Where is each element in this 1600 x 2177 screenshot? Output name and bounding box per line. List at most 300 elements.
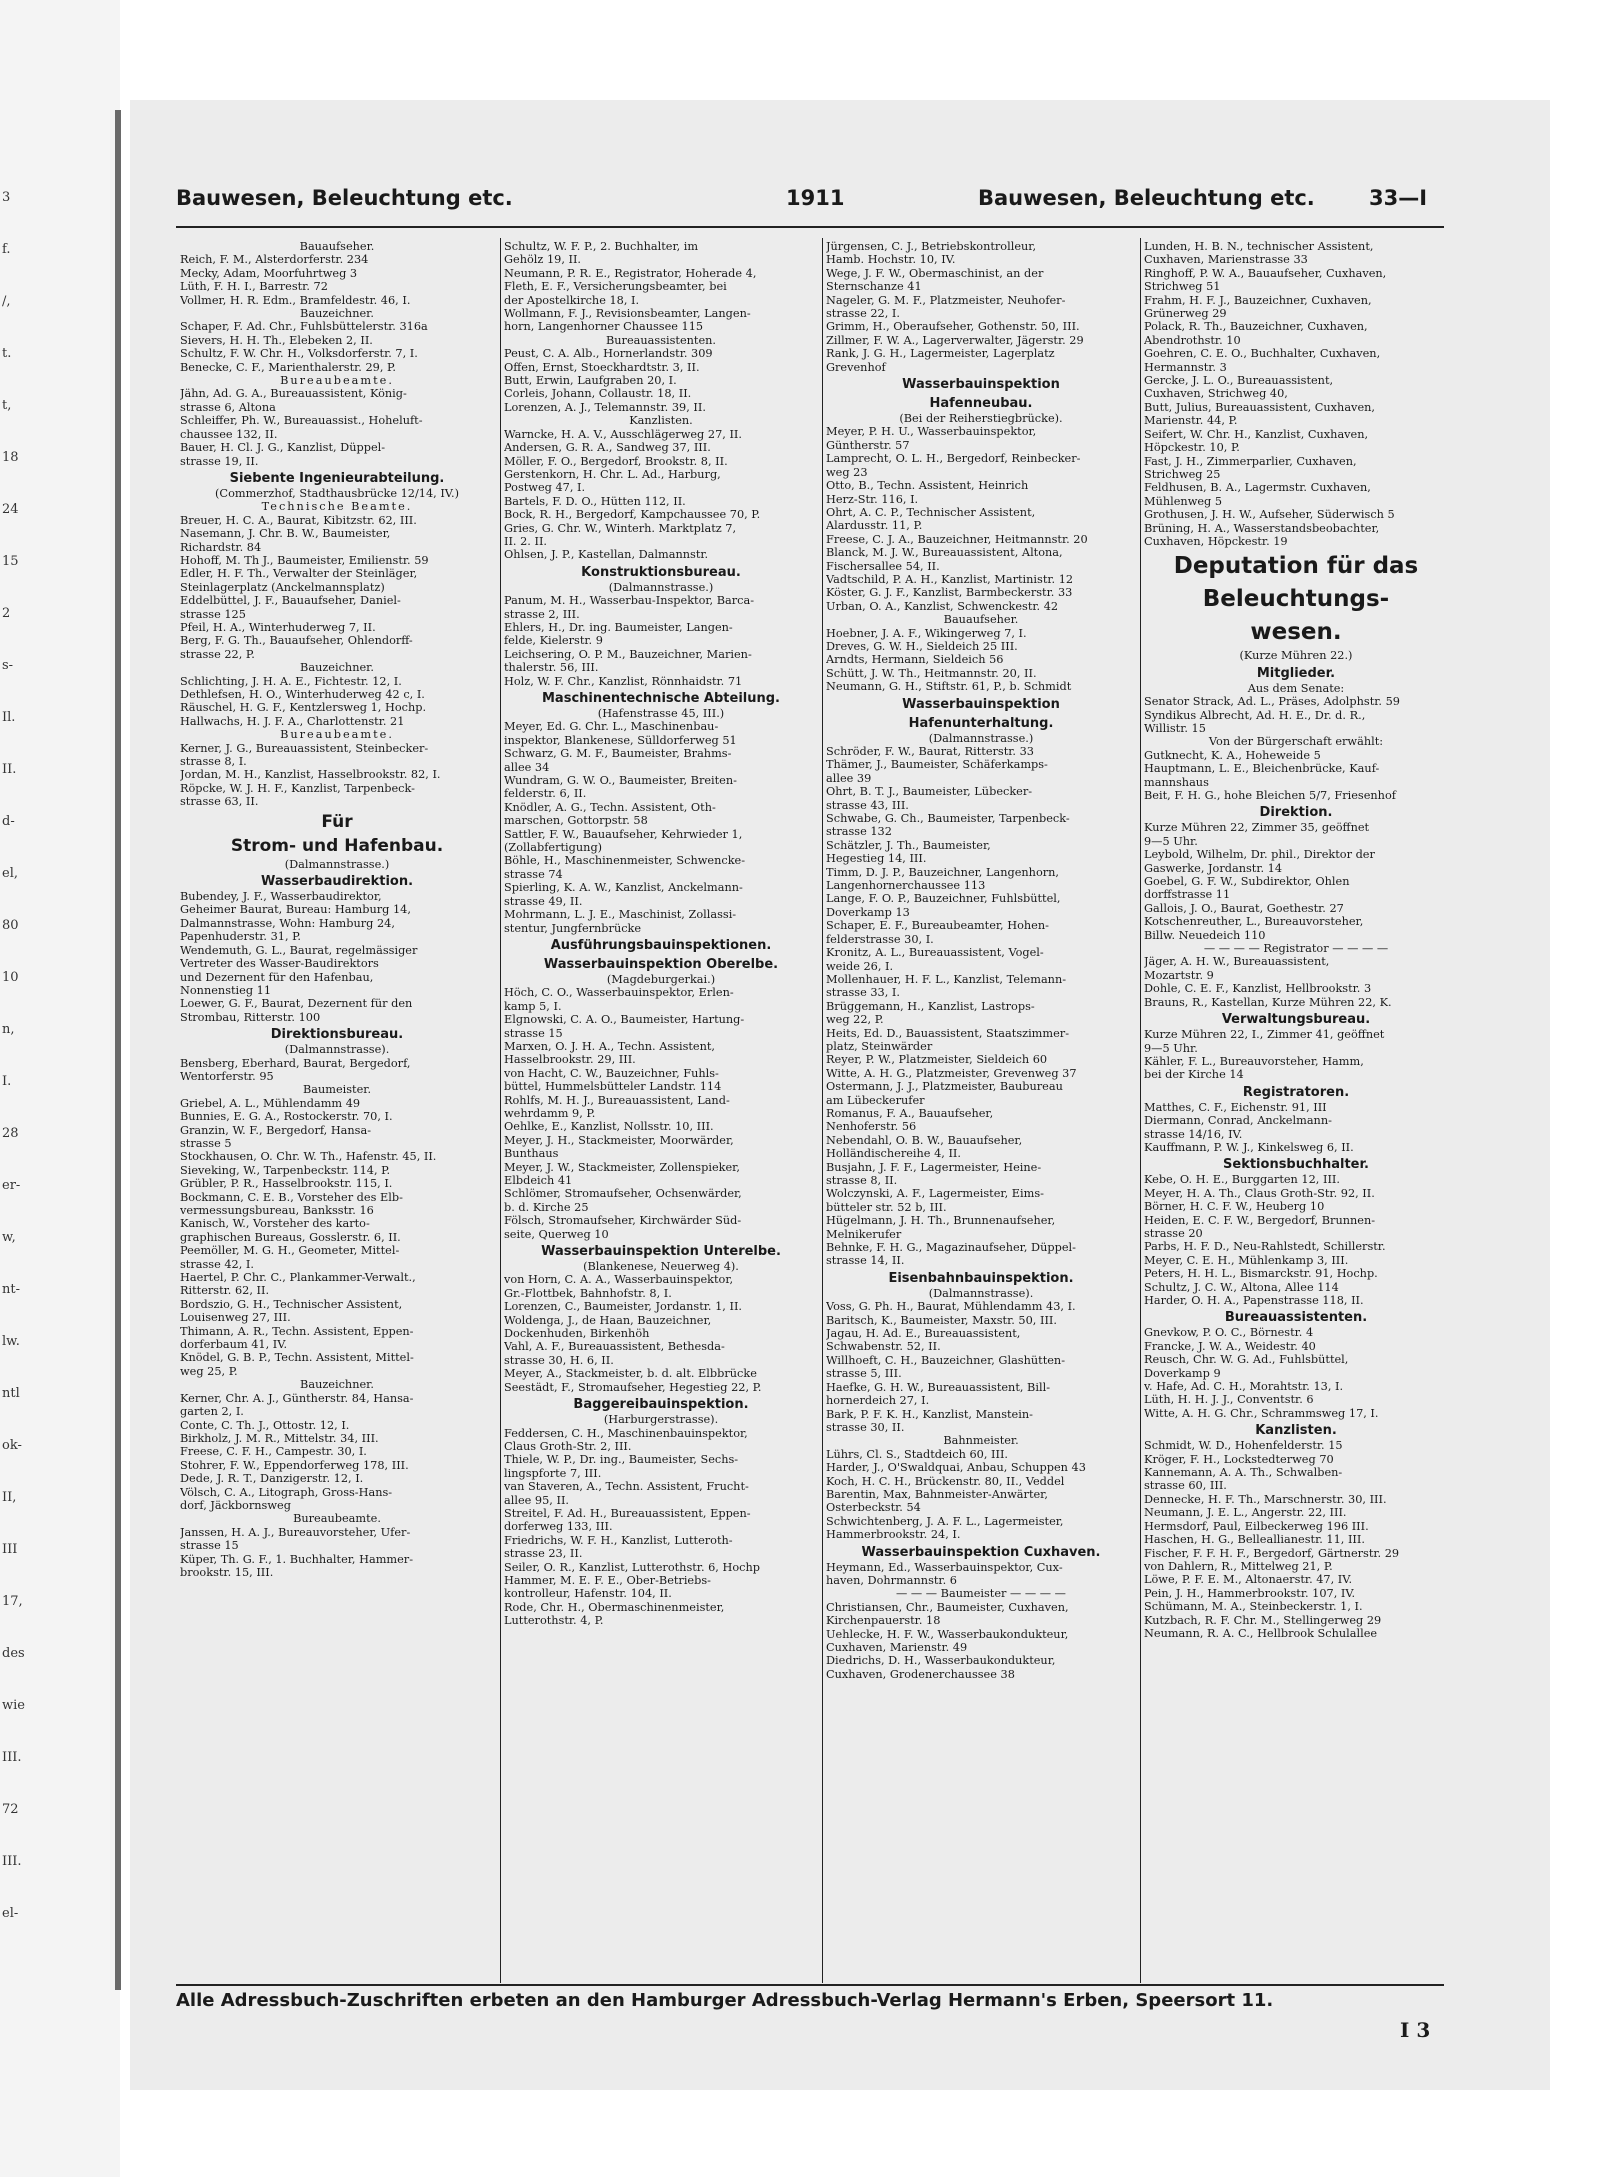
directory-entry: Hügelmann, J. H. Th., Brunnenaufseher,: [826, 1214, 1056, 1228]
subsection-heading: (Kurze Mühren 22.): [1239, 649, 1353, 663]
margin-fragment: wie: [2, 1698, 25, 1713]
directory-entry: kontrolleur, Hafenstr. 104, II.: [504, 1587, 672, 1601]
directory-entry: Goehren, C. E. O., Buchhalter, Cuxhaven,: [1144, 347, 1381, 361]
directory-entry: Meyer, H. A. Th., Claus Groth-Str. 92, II.: [1144, 1186, 1375, 1200]
directory-entry: Marienstr. 44, P.: [1144, 414, 1238, 428]
directory-entry: Edler, H. F. Th., Verwalter der Steinläger,: [180, 567, 418, 581]
directory-entry: Lührs, Cl. S., Stadtdeich 60, III.: [826, 1447, 1009, 1461]
directory-entry: Heymann, Ed., Wasserbauinspektor, Cux-: [826, 1560, 1063, 1574]
directory-entry: Behnke, F. H. G., Magazinaufseher, Düppel-: [826, 1241, 1076, 1255]
directory-entry: Völsch, C. A., Litograph, Gross-Hans-: [180, 1485, 393, 1499]
section-heading: Wasserbaudirektion.: [260, 874, 414, 890]
subsection-heading: (Dalmannstrasse.): [284, 857, 390, 871]
directory-entry: felderstrasse 30, I.: [826, 932, 934, 946]
subsection-heading: — — — — Registrator — — — —: [1203, 942, 1389, 956]
directory-entry: strasse 8, II.: [826, 1174, 898, 1187]
directory-entry: Doverkamp 9: [1144, 1366, 1221, 1380]
directory-entry: Jürgensen, C. J., Betriebskontrolleur,: [826, 240, 1037, 253]
directory-entry: Otto, B., Techn. Assistent, Heinrich: [826, 479, 1029, 493]
column-divider-2: [822, 238, 823, 1983]
directory-entry: marschen, Gottorpstr. 58: [504, 814, 648, 828]
directory-entry: Frahm, H. F. J., Bauzeichner, Cuxhaven,: [1144, 293, 1372, 307]
directory-entry: Schlömer, Stromaufseher, Ochsenwärder,: [504, 1187, 742, 1201]
directory-entry: Seestädt, F., Stromaufseher, Hegestieg 22, P.: [504, 1380, 762, 1394]
directory-entry: dorf, Jäckbornsweg: [180, 1498, 291, 1512]
margin-fragment: /,: [2, 294, 11, 309]
directory-entry: Kurze Mühren 22, Zimmer 35, geöffnet: [1144, 821, 1370, 835]
directory-entry: Voss, G. Ph. H., Baurat, Mühlendamm 43, I.: [826, 1300, 1076, 1314]
directory-entry: felde, Kielerstr. 9: [504, 634, 603, 648]
directory-entry: Steinlagerplatz (Anckelmannsplatz): [180, 580, 385, 594]
directory-entry: Wentorferstr. 95: [180, 1069, 274, 1083]
margin-fragment: 15: [2, 554, 19, 569]
subsection-heading: Bauaufseher.: [943, 613, 1019, 627]
directory-entry: und Dezernent für den Hafenbau,: [180, 970, 374, 984]
directory-entry: strasse 42, I.: [180, 1257, 254, 1271]
directory-entry: Kannemann, A. A. Th., Schwalben-: [1144, 1466, 1343, 1480]
directory-entry: Granzin, W. F., Bergedorf, Hansa-: [180, 1123, 372, 1137]
directory-entry: Papenhuderstr. 31, P.: [180, 930, 302, 944]
directory-entry: Heits, Ed. D., Bauassistent, Staatszimmer-: [826, 1026, 1070, 1040]
deputation-heading: Beleuchtungs-: [1202, 586, 1390, 613]
directory-entry: Dennecke, H. F. Th., Marschnerstr. 30, III.: [1144, 1492, 1387, 1506]
directory-entry: Räuschel, H. G. F., Kentzlersweg 1, Hochp.: [180, 701, 427, 715]
margin-fragment: n,: [2, 1022, 15, 1037]
directory-entry: Willhoeft, C. H., Bauzeichner, Glashütten-: [826, 1353, 1066, 1367]
directory-entry: Doverkamp 13: [826, 905, 910, 919]
margin-fragment: 72: [2, 1802, 19, 1817]
directory-entry: Strombau, Ritterstr. 100: [180, 1010, 321, 1024]
directory-entry: Schätzler, J. Th., Baumeister,: [826, 838, 991, 852]
section-heading: Wasserbauinspektion Oberelbe.: [543, 956, 779, 972]
directory-entry: Grothusen, J. H. W., Aufseher, Süderwisch 5: [1144, 508, 1395, 522]
directory-entry: strasse 30, II.: [826, 1420, 905, 1434]
directory-entry: Breuer, H. C. A., Baurat, Kibitzstr. 62, III.: [180, 513, 417, 527]
directory-entry: strasse 2, III.: [504, 607, 580, 621]
header-page-ref: 33—I: [1369, 186, 1428, 210]
section-heading: Sektionsbuchhalter.: [1223, 1157, 1369, 1173]
directory-entry: Lorenzen, A. J., Telemannstr. 39, II.: [504, 400, 706, 414]
directory-entry: Goebel, G. F. W., Subdirektor, Ohlen: [1144, 875, 1350, 889]
directory-entry: Schwabenstr. 52, II.: [826, 1340, 941, 1354]
directory-entry: Vadtschild, P. A. H., Kanzlist, Martinistr. 12: [826, 572, 1074, 586]
directory-entry: Nonnenstieg 11: [180, 983, 272, 997]
directory-entry: Gr.-Flottbek, Bahnhofstr. 8, I.: [504, 1286, 672, 1300]
directory-entry: Meyer, Ed. G. Chr. L., Maschinenbau-: [504, 720, 719, 734]
directory-entry: Meyer, C. E. H., Mühlenkamp 3, III.: [1144, 1253, 1349, 1267]
directory-entry: wehrdamm 9, P.: [504, 1106, 596, 1120]
directory-entry: Reich, F. M., Alsterdorferstr. 234: [180, 253, 369, 267]
deputation-heading: wesen.: [1250, 619, 1342, 646]
directory-entry: Kerner, Chr. A. J., Güntherstr. 84, Hansa-: [180, 1391, 414, 1405]
directory-entry: Thiele, W. P., Dr. ing., Baumeister, Sechs-: [504, 1453, 739, 1467]
directory-entry: Wollmann, F. J., Revisionsbeamter, Langen-: [504, 307, 751, 321]
margin-fragment: II,: [2, 1490, 17, 1505]
header-rule: [176, 226, 1444, 228]
directory-entry: Kauffmann, P. W. J., Kinkelsweg 6, II.: [1144, 1140, 1354, 1154]
directory-entry: strasse 30, H. 6, II.: [504, 1353, 614, 1367]
directory-entry: strasse 22, P.: [180, 647, 255, 661]
subsection-heading: Bahnmeister.: [943, 1434, 1019, 1448]
directory-entry: Nenhoferstr. 56: [826, 1120, 917, 1134]
directory-entry: Wege, J. F. W., Obermaschinist, an der: [826, 266, 1044, 280]
margin-fragment: I.: [2, 1074, 12, 1089]
directory-entry: Ohlsen, J. P., Kastellan, Dalmannstr.: [504, 548, 709, 562]
margin-fragment: 10: [2, 970, 19, 985]
directory-entry: Hoebner, J. A. F., Wikingerweg 7, I.: [826, 626, 1027, 640]
directory-entry: Kanisch, W., Vorsteher des karto-: [180, 1217, 370, 1231]
section-heading: Wasserbauinspektion Unterelbe.: [541, 1244, 781, 1260]
directory-entry: platz, Steinwärder: [826, 1039, 933, 1053]
directory-entry: Höch, C. O., Wasserbauinspektor, Erlen-: [504, 986, 734, 1000]
directory-entry: Hamb. Hochstr. 10, IV.: [826, 253, 956, 267]
directory-entry: Gaswerke, Jordanstr. 14: [1144, 861, 1283, 875]
directory-entry: Blanck, M. J. W., Bureauassistent, Altona,: [826, 546, 1063, 560]
directory-entry: van Staveren, A., Techn. Assistent, Frucht-: [504, 1480, 749, 1494]
page-number: I 3: [1400, 2018, 1431, 2042]
directory-entry: Koch, H. C. H., Brückenstr. 80, II., Veddel: [826, 1474, 1065, 1488]
directory-entry: Birkholz, J. M. R., Mittelstr. 34, III.: [180, 1431, 379, 1445]
directory-entry: Geheimer Baurat, Bureau: Hamburg 14,: [180, 903, 411, 917]
directory-entry: seite, Querweg 10: [504, 1227, 609, 1241]
directory-entry: strasse 8, I.: [180, 755, 247, 769]
directory-entry: Jagau, H. Ad. E., Bureauassistent,: [826, 1327, 1021, 1341]
margin-fragment: 28: [2, 1126, 19, 1141]
directory-entry: bei der Kirche 14: [1144, 1068, 1244, 1082]
directory-entry: Schwichtenberg, J. A. F. L., Lagermeister,: [826, 1514, 1064, 1528]
directory-entry: Lutterothstr. 4, P.: [504, 1614, 604, 1628]
directory-entry: strasse 19, II.: [180, 454, 259, 468]
directory-entry: Pein, J. H., Hammerbrookstr. 107, IV.: [1144, 1586, 1356, 1600]
directory-entry: Brüggemann, H., Kanzlist, Lastrops-: [826, 999, 1035, 1013]
directory-entry: büttel, Hummelsbütteler Landstr. 114: [504, 1080, 722, 1094]
subsection-heading: Bureauassistenten.: [605, 333, 716, 347]
directory-entry: Cuxhaven, Höpckestr. 19: [1144, 534, 1288, 548]
directory-entry: strasse 63, II.: [180, 795, 259, 809]
directory-entry: Lamprecht, O. L. H., Bergedorf, Reinbecker-: [826, 452, 1081, 466]
directory-entry: Warncke, H. A. V., Ausschlägerweg 27, II.: [504, 427, 742, 441]
directory-entry: Gries, G. Chr. W., Winterh. Marktplatz 7,: [504, 521, 737, 535]
column-1: [180, 240, 494, 1800]
subsection-heading: Bauaufseher.: [299, 240, 375, 253]
directory-entry: Hohoff, M. Th J., Baumeister, Emilienstr. 59: [180, 553, 429, 567]
directory-entry: Freese, C. J. A., Bauzeichner, Heitmannstr. 20: [826, 532, 1088, 546]
directory-entry: Schröder, F. W., Baurat, Ritterstr. 33: [826, 745, 1034, 758]
directory-entry: Elgnowski, C. A. O., Baumeister, Hartung-: [504, 1013, 745, 1027]
directory-entry: Peemöller, M. G. H., Geometer, Mittel-: [180, 1244, 400, 1258]
directory-entry: allee 95, II.: [504, 1493, 569, 1507]
directory-entry: Beit, F. H. G., hohe Bleichen 5/7, Friesenhof: [1144, 789, 1396, 802]
directory-entry: Diedrichs, D. H., Wasserbaukondukteur,: [826, 1654, 1056, 1668]
directory-entry: Louisenweg 27, III.: [180, 1311, 291, 1325]
directory-entry: brookstr. 15, III.: [180, 1565, 274, 1579]
directory-entry: strasse 23, II.: [504, 1547, 583, 1561]
directory-entry: Ostermann, J. J., Platzmeister, Baubureau: [826, 1080, 1063, 1094]
directory-entry: Witte, A. H. G., Platzmeister, Grevenweg 37: [826, 1066, 1077, 1080]
directory-entry: Ringhoff, P. W. A., Bauaufseher, Cuxhaven,: [1144, 266, 1387, 280]
margin-fragment: ntl: [2, 1386, 20, 1401]
margin-fragment: f.: [2, 242, 11, 257]
directory-entry: Haschen, H. G., Belleallianestr. 11, III.: [1144, 1533, 1365, 1547]
directory-entry: Gutknecht, K. A., Hoheweide 5: [1144, 748, 1321, 762]
left-margin-adjacent-page: [0, 0, 120, 2177]
margin-fragment: d-: [2, 814, 15, 829]
directory-entry: Kirchenpauerstr. 18: [826, 1614, 941, 1628]
directory-entry: Friedrichs, W. F. H., Kanzlist, Lutteroth-: [504, 1533, 733, 1547]
directory-entry: Ehlers, H., Dr. ing. Baumeister, Langen-: [504, 620, 733, 634]
directory-entry: kamp 5, I.: [504, 999, 562, 1013]
section-heading: Wasserbauinspektion: [902, 696, 1060, 712]
directory-entry: Elbdeich 41: [504, 1174, 573, 1187]
margin-fragment: II.: [2, 762, 17, 777]
directory-entry: Griebel, A. L., Mühlendamm 49: [180, 1096, 361, 1110]
directory-entry: Strichweg 51: [1144, 280, 1221, 294]
directory-entry: Bockmann, C. E. B., Vorsteher des Elb-: [180, 1190, 403, 1204]
directory-entry: Bauer, H. Cl. J. G., Kanzlist, Düppel-: [180, 441, 386, 455]
directory-entry: Pfeil, H. A., Winterhuderweg 7, II.: [180, 620, 376, 634]
directory-entry: Meyer, J. W., Stackmeister, Zollenspieker,: [504, 1160, 740, 1174]
directory-entry: Holländischereihe 4, II.: [826, 1147, 961, 1161]
directory-entry: Meyer, P. H. U., Wasserbauinspektor,: [826, 425, 1037, 439]
directory-entry: Mozartstr. 9: [1144, 968, 1214, 982]
directory-entry: Romanus, F. A., Bauaufseher,: [826, 1106, 994, 1120]
subsection-heading: (Blankenese, Neuerweg 4).: [583, 1260, 739, 1274]
directory-entry: graphischen Bureaus, Gosslerstr. 6, II.: [180, 1230, 401, 1244]
directory-entry: Schlichting, J. H. A. E., Fichtestr. 12, I.: [180, 674, 402, 688]
directory-entry: Fischer, F. F. H. F., Bergedorf, Gärtnerstr. 29: [1144, 1546, 1400, 1560]
directory-entry: II. 2. II.: [504, 534, 547, 548]
directory-entry: Nageler, G. M. F., Platzmeister, Neuhofer-: [826, 293, 1066, 307]
directory-entry: Grimm, H., Oberaufseher, Gothenstr. 50, III.: [826, 320, 1080, 334]
directory-entry: hornerdeich 27, I.: [826, 1394, 930, 1408]
subsection-heading: (Dalmannstrasse).: [284, 1043, 390, 1057]
directory-entry: Busjahn, J. F. F., Lagermeister, Heine-: [826, 1160, 1042, 1174]
directory-entry: Peters, H. H. L., Bismarckstr. 91, Hochp.: [1144, 1267, 1378, 1281]
directory-entry: weide 26, I.: [826, 959, 894, 973]
directory-entry: Sternschanze 41: [826, 280, 922, 294]
directory-entry: 9—5 Uhr.: [1144, 1041, 1198, 1055]
subsection-heading: Bureaubeamte.: [293, 1512, 381, 1526]
department-heading: Strom- und Hafenbau.: [230, 835, 444, 856]
directory-entry: Bunthaus: [504, 1147, 559, 1161]
margin-fragment: el-: [2, 1906, 19, 1921]
margin-fragment: lw.: [2, 1334, 20, 1349]
directory-entry: Spierling, K. A. W., Kanzlist, Anckelmann-: [504, 881, 743, 895]
directory-entry: Diermann, Conrad, Anckelmann-: [1144, 1114, 1332, 1128]
directory-entry: Vollmer, H. R. Edm., Bramfeldestr. 46, I.: [180, 293, 411, 307]
directory-entry: Hammerbrookstr. 24, I.: [826, 1528, 961, 1542]
directory-entry: Lorenzen, C., Baumeister, Jordanstr. 1, II.: [504, 1300, 742, 1314]
directory-entry: Ritterstr. 62, II.: [180, 1284, 270, 1298]
directory-entry: strasse 125: [180, 607, 246, 621]
subsection-heading: Bauzeichner.: [300, 307, 374, 321]
directory-entry: Conte, C. Th. J., Ottostr. 12, I.: [180, 1418, 350, 1432]
directory-entry: strasse 20: [1144, 1226, 1203, 1240]
directory-entry: Heiden, E. C. F. W., Bergedorf, Brunnen-: [1144, 1213, 1376, 1227]
section-heading: Konstruktionsbureau.: [581, 564, 741, 580]
section-heading: Eisenbahnbauinspektion.: [888, 1270, 1074, 1286]
directory-entry: Kebe, O. H. E., Burggarten 12, III.: [1144, 1173, 1340, 1187]
directory-entry: Hammer, M. E. F. E., Ober-Betriebs-: [504, 1573, 711, 1587]
directory-entry: Gehölz 19, II.: [504, 253, 582, 267]
directory-entry: felderstr. 6, II.: [504, 787, 587, 801]
margin-fragment: er-: [2, 1178, 21, 1193]
spaced-heading: Bureaubeamte.: [280, 728, 394, 742]
footer-rule: [176, 1984, 1444, 1986]
margin-fragment: 3: [2, 190, 11, 205]
directory-entry: Ohrt, B. T. J., Baumeister, Lübecker-: [826, 785, 1033, 799]
subsection-heading: (Dalmannstrasse).: [928, 1286, 1034, 1300]
subsection-heading: (Hafenstrasse 45, III.): [597, 707, 725, 720]
section-heading: Bureauassistenten.: [1224, 1310, 1368, 1326]
margin-fragment: 18: [2, 450, 19, 465]
directory-entry: Bunnies, E. G. A., Rostockerstr. 70, I.: [180, 1110, 393, 1124]
directory-entry: Dethlefsen, H. O., Winterhuderweg 42 c, I.: [180, 688, 425, 701]
directory-entry: von Dahlern, R., Mittelweg 21, P.: [1144, 1559, 1333, 1573]
header-year: 1911: [786, 186, 845, 210]
directory-entry: von Hacht, C. W., Bauzeichner, Fuhls-: [504, 1066, 719, 1080]
directory-entry: Gerstenkorn, H. Chr. L. Ad., Harburg,: [504, 467, 721, 481]
directory-entry: Ohrt, A. C. P., Technischer Assistent,: [826, 505, 1036, 519]
directory-entry: Kerner, J. G., Bureauassistent, Steinbecker-: [180, 741, 429, 755]
margin-fragment: 2: [2, 606, 11, 621]
directory-entry: Sieveking, W., Tarpenbeckstr. 114, P.: [180, 1163, 391, 1177]
subsection-heading: — — — Baumeister — — — —: [896, 1587, 1066, 1601]
department-heading: Für: [321, 811, 353, 832]
directory-entry: weg 22, P.: [826, 1013, 884, 1027]
directory-entry: Neumann, P. R. E., Registrator, Hoherade 4,: [504, 266, 757, 280]
directory-entry: Holz, W. F. Chr., Kanzlist, Rönnhaidstr. 71: [504, 674, 743, 688]
directory-entry: Knödel, G. B. P., Techn. Assistent, Mittel-: [180, 1351, 414, 1365]
margin-fragment: III.: [2, 1854, 22, 1869]
directory-entry: Cuxhaven, Marienstrasse 33: [1144, 253, 1308, 267]
directory-entry: Lange, F. O. P., Bauzeichner, Fuhlsbüttel,: [826, 892, 1061, 906]
directory-entry: Uehlecke, H. F. W., Wasserbaukondukteur,: [826, 1627, 1069, 1641]
binding-gutter: [115, 110, 121, 1990]
margin-fragment: des: [2, 1646, 25, 1661]
directory-entry: Zillmer, F. W. A., Lagerverwalter, Jägerstr. 29: [826, 333, 1084, 347]
directory-entry: strasse 5, III.: [826, 1367, 902, 1381]
spaced-heading: Technische Beamte.: [261, 500, 413, 514]
directory-entry: Dreves, G. W. H., Sieldeich 25 III.: [826, 639, 1018, 653]
directory-entry: Hermsdorf, Paul, Eilbeckerweg 196 III.: [1144, 1519, 1369, 1533]
directory-entry: Corleis, Johann, Collaustr. 18, II.: [504, 387, 692, 401]
directory-entry: Güntherstr. 57: [826, 438, 910, 452]
directory-entry: Lüth, H. H. J. J., Conventstr. 6: [1144, 1393, 1314, 1407]
directory-entry: Senator Strack, Ad. L., Präses, Adolphstr. 59: [1144, 695, 1400, 709]
spaced-heading: Bureaubeamte.: [280, 374, 394, 388]
directory-entry: Herz-Str. 116, I.: [826, 492, 919, 506]
directory-entry: Sattler, F. W., Bauaufseher, Kehrwieder 1,: [504, 827, 743, 841]
directory-entry: Osterbeckstr. 54: [826, 1501, 921, 1515]
column-2: [504, 240, 818, 1800]
directory-entry: horn, Langenhorner Chaussee 115: [504, 320, 704, 334]
directory-entry: Stohrer, F. W., Eppendorferweg 178, III.: [180, 1458, 409, 1472]
directory-entry: Schleiffer, Ph. W., Bureauassist., Hoheluft-: [180, 414, 423, 428]
directory-entry: Fast, J. H., Zimmerparlier, Cuxhaven,: [1144, 454, 1357, 468]
header-right-title: Bauwesen, Beleuchtung etc.: [978, 186, 1315, 210]
directory-entry: stentur, Jungfernbrücke: [504, 921, 642, 935]
footer-notice: Alle Adressbuch-Zuschriften erbeten an den Hamburger Adressbuch-Verlag Hermann's Erben, Speersort 11.: [176, 1990, 1274, 2011]
directory-entry: Leybold, Wilhelm, Dr. phil., Direktor der: [1144, 848, 1375, 862]
directory-entry: Kröger, F. H., Lockstedterweg 70: [1144, 1452, 1334, 1466]
directory-entry: strasse 132: [826, 825, 892, 839]
directory-entry: garten 2, I.: [180, 1405, 244, 1419]
directory-entry: Stockhausen, O. Chr. W. Th., Hafenstr. 45, II.: [180, 1150, 437, 1164]
directory-entry: Mollenhauer, H. F. L., Kanzlist, Telemann-: [826, 972, 1067, 986]
directory-entry: Jäger, A. H. W., Bureauassistent,: [1144, 955, 1330, 969]
directory-entry: v. Hafe, Ad. C. H., Morahtstr. 13, I.: [1144, 1380, 1344, 1394]
subsection-heading: Aus dem Senate:: [1247, 681, 1345, 695]
directory-entry: Köster, G. J. F., Kanzlist, Barmbeckerstr. 33: [826, 586, 1073, 600]
directory-entry: (Zollabfertigung): [504, 841, 603, 855]
directory-entry: Vahl, A. F., Bureauassistent, Bethesda-: [504, 1340, 725, 1354]
directory-entry: Wendemuth, G. L., Baurat, regelmässiger: [180, 943, 418, 957]
directory-entry: Schümann, M. A., Steinbeckerstr. 1, I.: [1144, 1600, 1363, 1614]
section-heading: Direktion.: [1259, 805, 1333, 821]
directory-entry: weg 25, P.: [180, 1364, 238, 1378]
directory-entry: lingspforte 7, III.: [504, 1466, 602, 1480]
directory-entry: Timm, D. J. P., Bauzeichner, Langenhorn,: [826, 865, 1060, 879]
directory-entry: strasse 15: [504, 1026, 563, 1040]
directory-entry: Butt, Julius, Bureauassistent, Cuxhaven,: [1144, 400, 1375, 414]
section-heading: Baggereibauinspektion.: [573, 1397, 749, 1413]
subsection-heading: Von der Bürgerschaft erwählt:: [1208, 735, 1384, 749]
directory-entry: Seiler, O. R., Kanzlist, Lutterothstr. 6, Hochp: [504, 1560, 760, 1574]
directory-entry: Haefke, G. H. W., Bureauassistent, Bill-: [826, 1380, 1051, 1394]
directory-entry: Thämer, J., Baumeister, Schäferkamps-: [826, 758, 1048, 772]
subsection-heading: (Harburgerstrasse).: [603, 1413, 719, 1427]
directory-entry: strasse 60, III.: [1144, 1479, 1227, 1493]
directory-entry: strasse 5: [180, 1136, 232, 1150]
directory-entry: Bock, R. H., Bergedorf, Kampchaussee 70, P.: [504, 508, 761, 522]
directory-entry: am Lübeckerufer: [826, 1093, 925, 1107]
directory-entry: Schwabe, G. Ch., Baumeister, Tarpenbeck-: [826, 812, 1070, 826]
directory-entry: strasse 14, II.: [826, 1254, 905, 1268]
directory-entry: Grünerweg 29: [1144, 307, 1227, 321]
directory-entry: Brüning, H. A., Wasserstandsbeobachter,: [1144, 521, 1380, 535]
directory-entry: Benecke, C. F., Marienthalerstr. 29, P.: [180, 360, 396, 374]
directory-entry: Schultz, J. C. W., Altona, Allee 114: [1144, 1280, 1339, 1294]
directory-entry: Neumann, R. A. C., Hellbrook Schulallee: [1144, 1626, 1378, 1640]
margin-fragment: 80: [2, 918, 19, 933]
section-heading: Direktionsbureau.: [270, 1027, 404, 1043]
directory-entry: strasse 6, Altona: [180, 400, 276, 414]
directory-entry: Janssen, H. A. J., Bureauvorsteher, Ufer-: [180, 1525, 411, 1539]
directory-entry: Hasselbrookstr. 29, III.: [504, 1053, 636, 1067]
directory-entry: Brauns, R., Kastellan, Kurze Mühren 22, K.: [1144, 995, 1392, 1009]
directory-entry: Claus Groth-Str. 2, III.: [504, 1439, 632, 1453]
directory-entry: Wolczynski, A. F., Lagermeister, Eims-: [826, 1187, 1044, 1201]
directory-entry: der Apostelkirche 18, I.: [504, 293, 640, 307]
section-heading: Hafenneubau.: [929, 396, 1033, 412]
directory-entry: Dohle, C. E. F., Kanzlist, Hellbrookstr. 3: [1144, 982, 1372, 996]
directory-entry: Leichsering, O. P. M., Bauzeichner, Marien-: [504, 647, 752, 661]
margin-fragment: el,: [2, 866, 18, 881]
directory-entry: Böhle, H., Maschinenmeister, Schwencke-: [504, 854, 746, 868]
subsection-heading: (Commerzhof, Stadthausbrücke 12/14, IV.): [215, 486, 459, 500]
directory-entry: Fleth, E. F., Versicherungsbeamter, bei: [504, 280, 727, 294]
section-heading: Mitglieder.: [1256, 665, 1336, 681]
directory-entry: Feddersen, C. H., Maschinenbauinspektor,: [504, 1426, 748, 1440]
directory-entry: Abendrothstr. 10: [1144, 333, 1241, 347]
subsection-heading: (Dalmannstrasse.): [928, 731, 1034, 745]
section-heading: Wasserbauinspektion: [902, 377, 1060, 393]
directory-entry: Rohlfs, M. H. J., Bureauassistent, Land-: [504, 1093, 730, 1107]
directory-entry: Offen, Ernst, Stoeckhardtstr. 3, II.: [504, 360, 700, 374]
directory-entry: Oehlke, E., Kanzlist, Nollsstr. 10, III.: [504, 1120, 714, 1134]
directory-entry: bütteler str. 52 b, III.: [826, 1200, 947, 1214]
